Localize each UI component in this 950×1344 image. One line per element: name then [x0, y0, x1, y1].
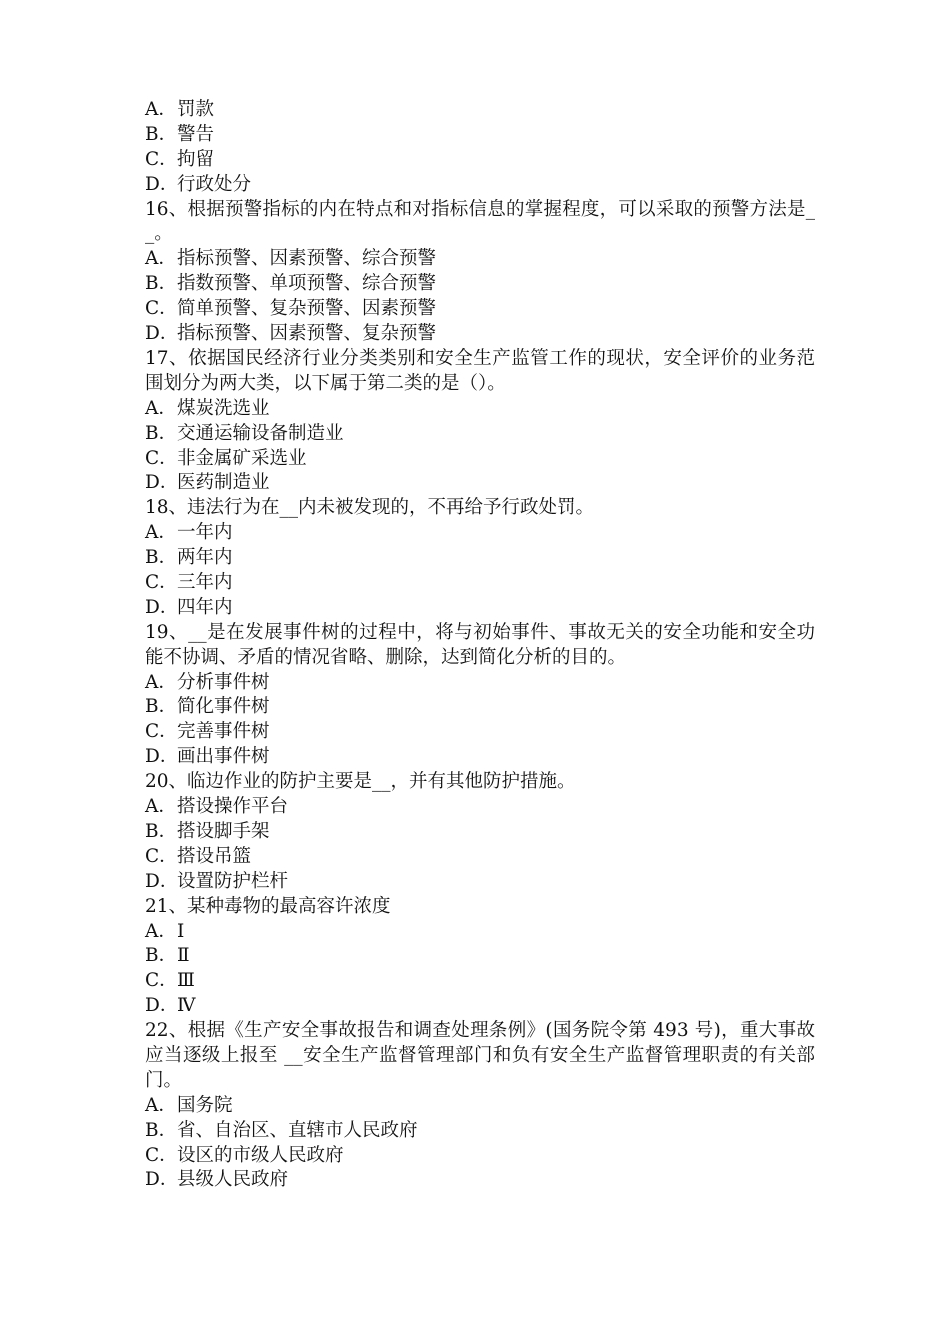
answer-option — [145, 422, 815, 447]
option-text: 省、自治区、直辖市人民政府 — [177, 1119, 418, 1141]
option-text: 指数预警、单项预警、综合预警 — [177, 273, 437, 295]
option-text: 简化事件树 — [177, 696, 270, 718]
question-text: 16、根据预警指标的内在特点和对指标信息的掌握程度，可以采取的预警方法是__。 — [145, 198, 815, 245]
answer-option — [145, 745, 815, 770]
option-text: 两年内 — [177, 547, 233, 569]
option-text: 分析事件树 — [177, 671, 270, 693]
option-text: 四年内 — [177, 596, 233, 618]
option-text: 设区的市级人民政府 — [177, 1144, 344, 1166]
option-letter: C． — [145, 1144, 178, 1166]
answer-option — [145, 546, 815, 571]
option-letter: B． — [145, 945, 178, 967]
option-letter: A． — [145, 248, 177, 270]
option-text: 完善事件树 — [177, 721, 270, 743]
option-text: 一年内 — [177, 522, 233, 544]
answer-option — [145, 247, 815, 272]
option-letter: A． — [145, 522, 177, 544]
question-text: 20、临边作业的防护主要是__，并有其他防护措施。 — [145, 771, 576, 793]
option-letter: A． — [145, 671, 177, 693]
answer-option — [145, 1144, 815, 1169]
option-letter: A． — [145, 1094, 177, 1116]
answer-option — [145, 845, 815, 870]
option-letter: D． — [145, 995, 179, 1017]
option-letter: A． — [145, 99, 177, 120]
option-letter: C． — [145, 721, 178, 743]
document-page — [145, 98, 815, 1193]
answer-option — [145, 969, 815, 994]
answer-option — [145, 671, 815, 696]
answer-option — [145, 695, 815, 720]
answer-option — [145, 820, 815, 845]
answer-option — [145, 1119, 815, 1144]
option-text: 医药制造业 — [177, 472, 270, 494]
option-text: 煤炭洗选业 — [177, 397, 270, 419]
answer-option — [145, 123, 815, 148]
option-text: 县级人民政府 — [177, 1169, 289, 1191]
option-letter: D． — [145, 746, 179, 768]
option-text: 非金属矿采选业 — [177, 447, 307, 469]
option-text: 搭设吊篮 — [177, 845, 252, 867]
option-letter: C． — [145, 447, 178, 469]
answer-option — [145, 322, 815, 347]
option-text: Ⅱ — [177, 945, 190, 967]
option-text: 警告 — [177, 123, 215, 145]
option-letter: A． — [145, 920, 177, 942]
option-text: Ⅰ — [177, 920, 185, 942]
option-letter: A． — [145, 397, 177, 419]
answer-option — [145, 173, 815, 198]
option-letter: D． — [145, 1169, 179, 1191]
answer-option — [145, 397, 815, 422]
option-text: 搭设操作平台 — [177, 796, 289, 818]
question-text: 21、某种毒物的最高容许浓度 — [145, 895, 391, 917]
question-text: 19、__是在发展事件树的过程中，将与初始事件、事故无关的安全功能和安全功能不协调、矛盾的情况省略、删除，达到简化分析的目的。 — [145, 621, 815, 668]
option-letter: D． — [145, 323, 179, 345]
answer-option — [145, 720, 815, 745]
option-letter: B． — [145, 422, 178, 444]
answer-option — [145, 870, 815, 895]
option-letter: B． — [145, 696, 178, 718]
option-letter: A． — [145, 796, 177, 818]
option-text: 设置防护栏杆 — [177, 870, 289, 892]
option-letter: C． — [145, 572, 178, 593]
answer-option — [145, 571, 815, 596]
option-text: Ⅳ — [177, 995, 196, 1017]
answer-option — [145, 1168, 815, 1193]
answer-option — [145, 447, 815, 472]
option-text: 国务院 — [177, 1094, 233, 1116]
option-letter: C． — [145, 970, 178, 992]
answer-option — [145, 795, 815, 820]
answer-option — [145, 944, 815, 969]
answer-option — [145, 1094, 815, 1119]
option-text: 画出事件树 — [177, 746, 270, 768]
option-letter: B． — [145, 820, 178, 842]
option-letter: B． — [145, 123, 178, 145]
option-text: 指标预警、因素预警、复杂预警 — [177, 323, 437, 345]
option-letter: D． — [145, 596, 179, 618]
option-letter: D． — [145, 173, 179, 195]
question-text: 17、依据国民经济行业分类类别和安全生产监管工作的现状，安全评价的业务范围划分为两大类，以下属于第二类的是（）。 — [145, 347, 815, 394]
option-letter: D． — [145, 870, 179, 892]
answer-option — [145, 297, 815, 322]
option-letter: B． — [145, 1119, 178, 1141]
option-letter: B． — [145, 547, 178, 569]
option-text: 搭设脚手架 — [177, 820, 270, 842]
option-letter: B． — [145, 273, 178, 295]
option-letter: D． — [145, 472, 179, 494]
answer-option — [145, 98, 815, 123]
option-text: 罚款 — [177, 99, 215, 120]
option-text: Ⅲ — [177, 970, 195, 992]
option-letter: C． — [145, 845, 178, 867]
option-text: 交通运输设备制造业 — [177, 422, 344, 444]
question-text: 18、违法行为在__内未被发现的，不再给予行政处罚。 — [145, 497, 595, 519]
question-text: 22、根据《生产安全事故报告和调查处理条例》(国务院令第 493 号)，重大事故应当逐级上报至 __安全生产监督管理部门和负有安全生产监督管理职责的有关部门。 — [145, 1020, 815, 1091]
option-text: 三年内 — [177, 572, 233, 593]
option-text: 拘留 — [177, 148, 215, 170]
answer-option — [145, 521, 815, 546]
option-letter: C． — [145, 298, 178, 320]
option-text: 指标预警、因素预警、综合预警 — [177, 248, 437, 270]
answer-option — [145, 272, 815, 297]
answer-option — [145, 148, 815, 173]
answer-option — [145, 994, 815, 1019]
option-letter: C． — [145, 148, 178, 170]
answer-option — [145, 596, 815, 621]
answer-option — [145, 471, 815, 496]
answer-option — [145, 920, 815, 945]
option-text: 简单预警、复杂预警、因素预警 — [177, 298, 437, 320]
option-text: 行政处分 — [177, 173, 252, 195]
